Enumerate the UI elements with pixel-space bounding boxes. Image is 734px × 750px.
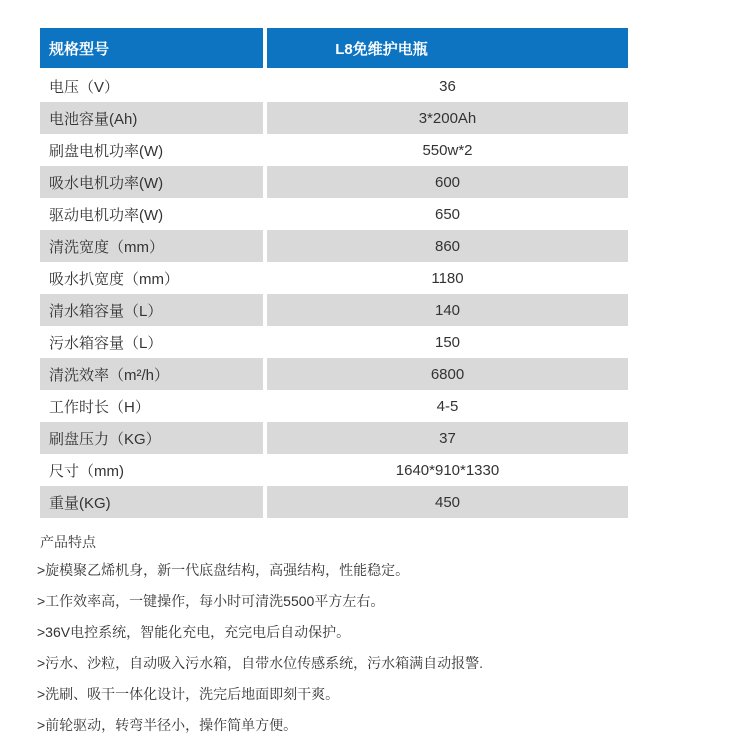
spec-table-body (40, 70, 628, 518)
spec-value: 37 (267, 422, 628, 454)
table-row (40, 486, 628, 518)
table-row (40, 326, 628, 358)
feature-item: >前轮驱动，转弯半径小，操作简单方便。 (37, 717, 298, 733)
table-row (40, 454, 628, 486)
spec-label: 重量(KG) (40, 486, 267, 518)
spec-label: 驱动电机功率(W) (40, 198, 267, 230)
spec-value: 450 (267, 486, 628, 518)
spec-table-header-model: L8免维护电瓶 (335, 40, 428, 58)
table-row (40, 262, 628, 294)
spec-table (40, 28, 628, 518)
features-title: 产品特点 (40, 534, 96, 550)
spec-label: 电池容量(Ah) (40, 102, 267, 134)
spec-value: 6800 (267, 358, 628, 390)
spec-value: 600 (267, 166, 628, 198)
spec-label: 吸水电机功率(W) (40, 166, 267, 198)
spec-value: 4-5 (267, 390, 628, 422)
feature-item: >工作效率高，一键操作，每小时可清洗5500平方左右。 (37, 593, 385, 609)
features-list (37, 562, 700, 734)
spec-table-header-row (40, 28, 628, 68)
spec-label: 污水箱容量（L） (40, 326, 267, 358)
spec-label: 尺寸（mm) (40, 454, 267, 486)
spec-value: 3*200Ah (267, 102, 628, 134)
spec-value: 860 (267, 230, 628, 262)
spec-value: 1640*910*1330 (267, 454, 628, 486)
spec-value: 1180 (267, 262, 628, 294)
spec-value: 36 (267, 70, 628, 102)
table-row (40, 422, 628, 454)
spec-label: 清洗宽度（mm） (40, 230, 267, 262)
spec-label: 清洗效率（m²/h） (40, 358, 267, 390)
table-row (40, 70, 628, 102)
feature-item: >旋模聚乙烯机身，新一代底盘结构，高强结构，性能稳定。 (37, 562, 410, 578)
spec-value: 650 (267, 198, 628, 230)
spec-label: 工作时长（H） (40, 390, 267, 422)
table-row (40, 358, 628, 390)
spec-value: 550w*2 (267, 134, 628, 166)
spec-table-header-label: 规格型号 (40, 28, 267, 68)
feature-item: >污水、沙粒，自动吸入污水箱，自带水位传感系统，污水箱满自动报警. (37, 655, 484, 671)
features-section (37, 532, 700, 734)
table-row (40, 390, 628, 422)
table-row (40, 198, 628, 230)
spec-value: 140 (267, 294, 628, 326)
table-row (40, 230, 628, 262)
table-row (40, 166, 628, 198)
spec-value: 150 (267, 326, 628, 358)
feature-item: >洗刷、吸干一体化设计，洗完后地面即刻干爽。 (37, 686, 340, 702)
spec-label: 清水箱容量（L） (40, 294, 267, 326)
spec-label: 刷盘电机功率(W) (40, 134, 267, 166)
feature-item: >36V电控系统，智能化充电，充完电后自动保护。 (37, 624, 351, 640)
spec-label: 吸水扒宽度（mm） (40, 262, 267, 294)
table-row (40, 134, 628, 166)
table-row (40, 102, 628, 134)
spec-label: 电压（V） (40, 70, 267, 102)
table-row (40, 294, 628, 326)
spec-label: 刷盘压力（KG） (40, 422, 267, 454)
